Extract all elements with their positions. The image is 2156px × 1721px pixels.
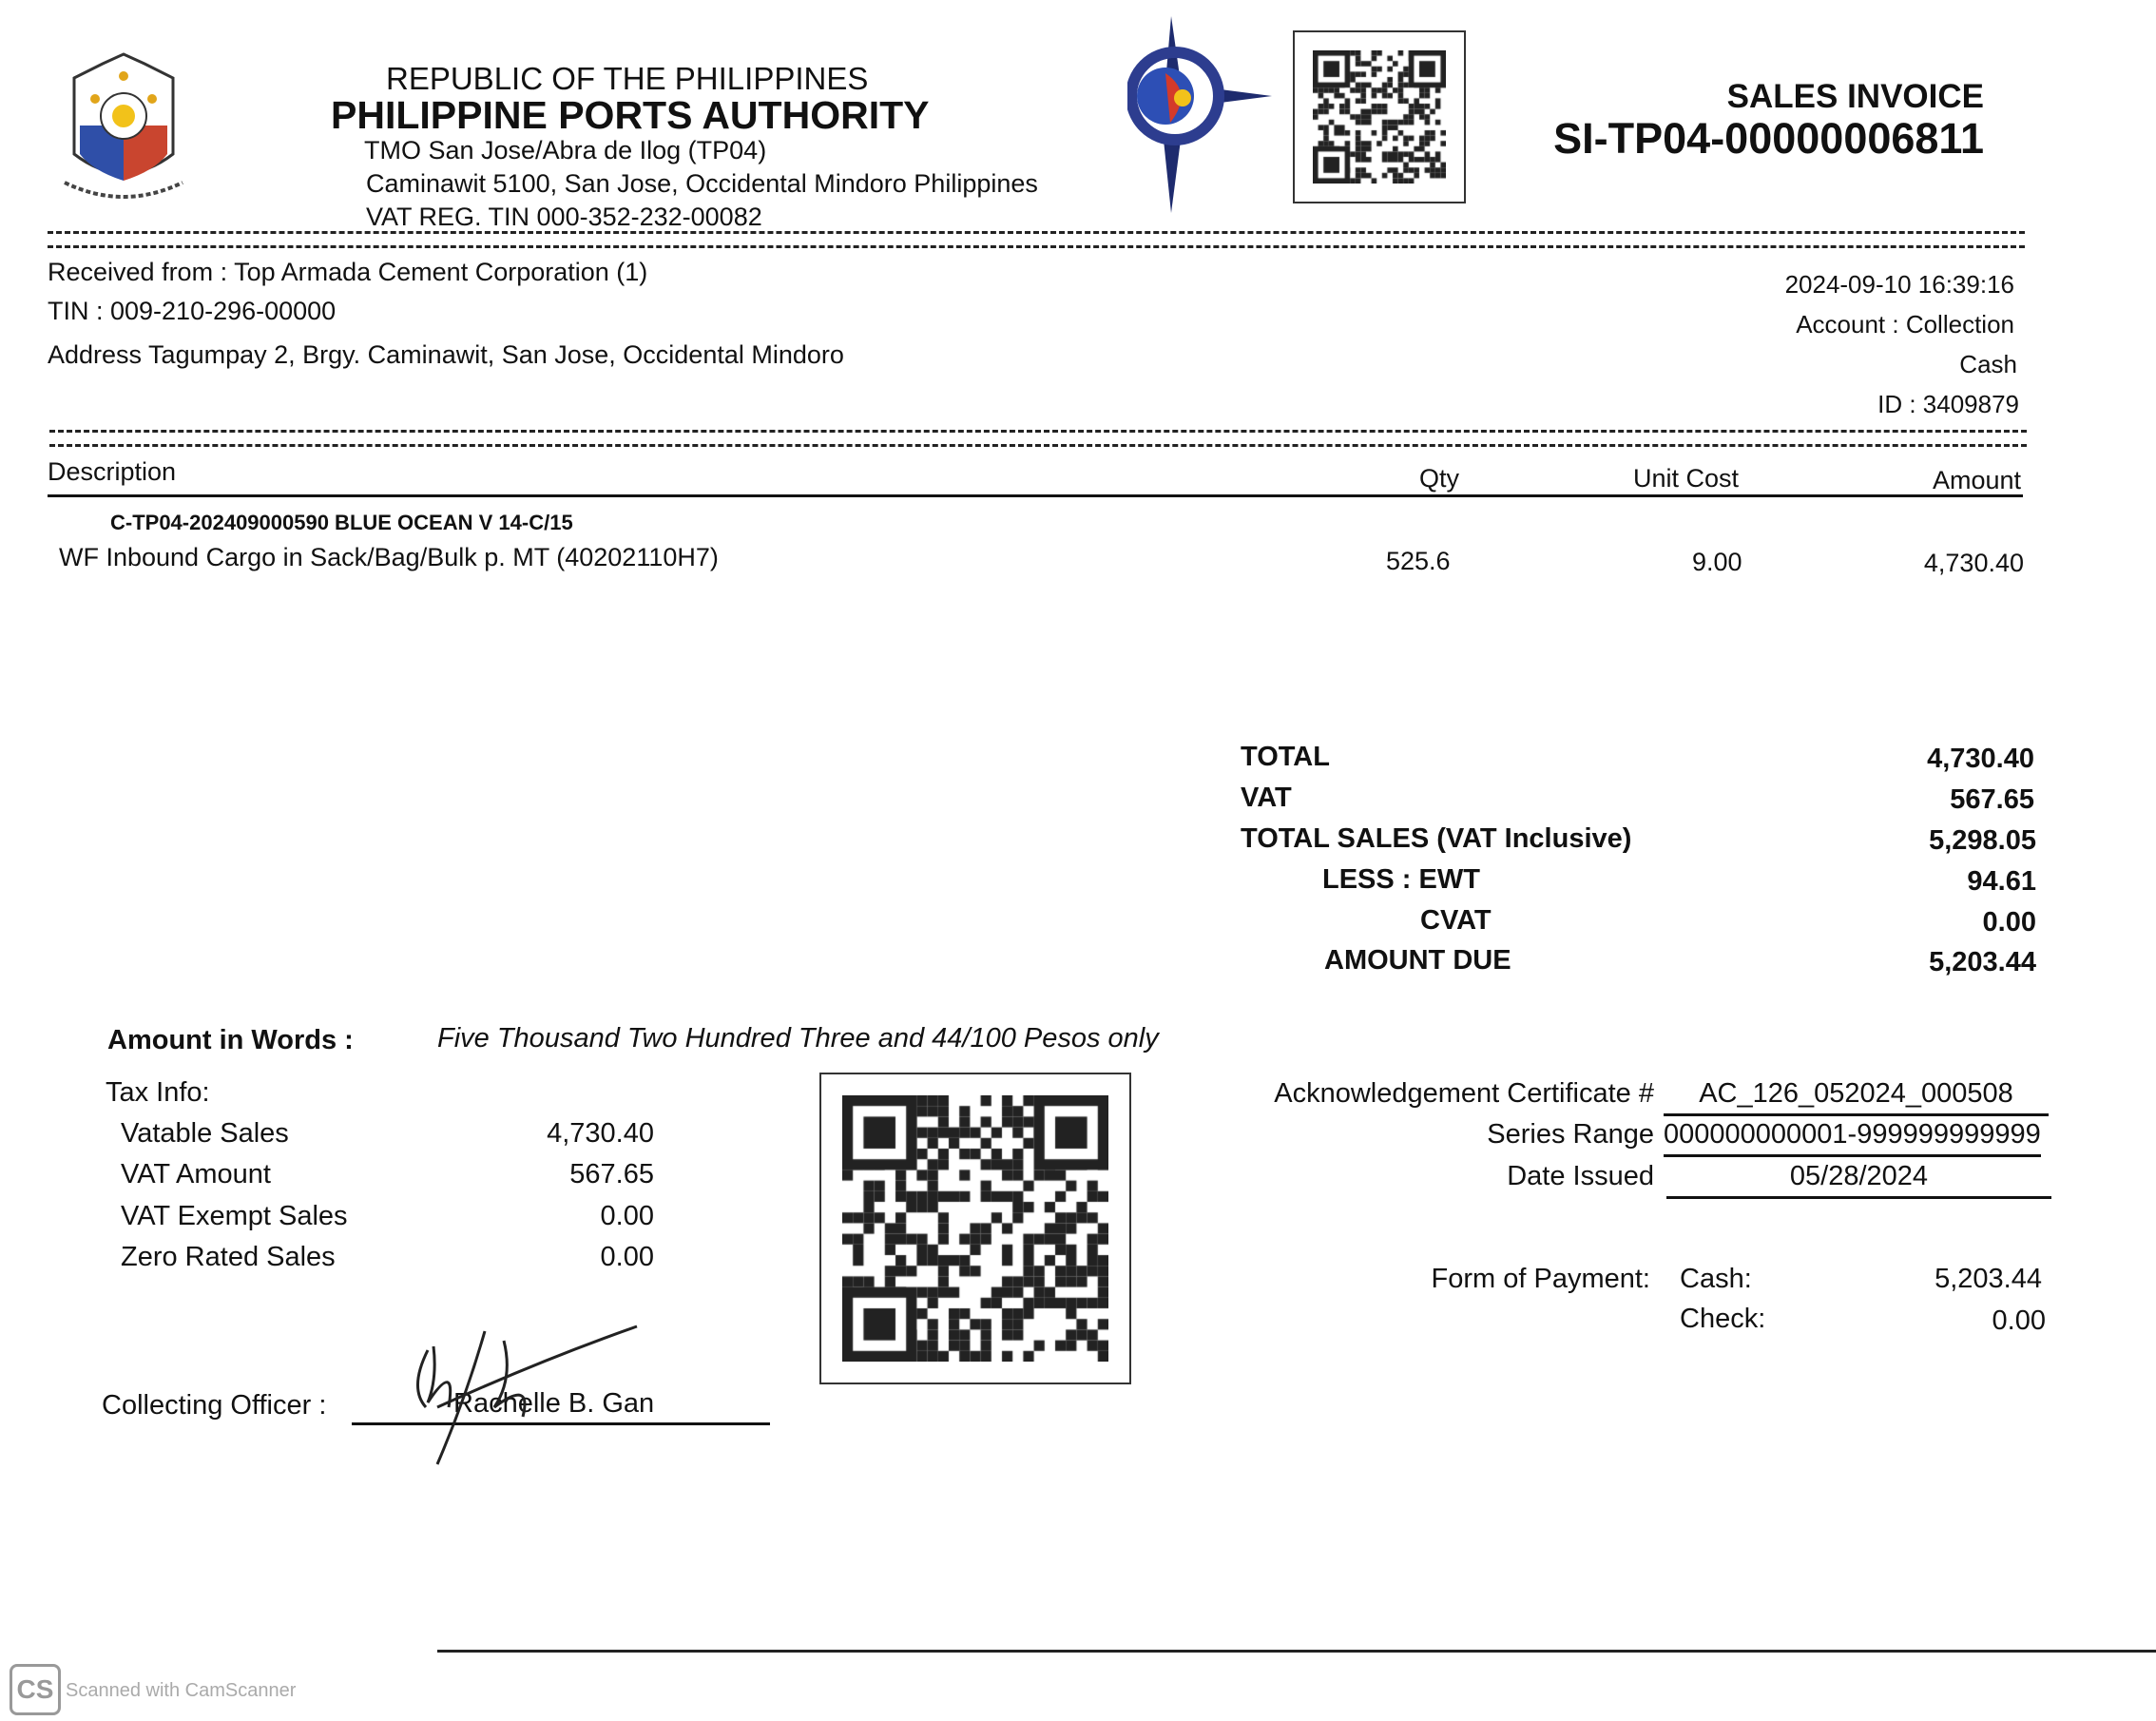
col-description: Description bbox=[48, 457, 177, 486]
total-label: TOTAL bbox=[1241, 742, 1330, 772]
col-qty: Qty bbox=[1419, 464, 1460, 493]
account-type: Account : Collection bbox=[1796, 310, 2014, 338]
check-value: 0.00 bbox=[1992, 1305, 2046, 1336]
cvat-label: CVAT bbox=[1420, 905, 1492, 936]
divider-middle bbox=[49, 430, 2027, 447]
tax-info-title: Tax Info: bbox=[106, 1077, 210, 1108]
ewt-value: 94.61 bbox=[1967, 866, 2036, 897]
tax-label: VAT Amount bbox=[121, 1159, 271, 1189]
item-description: WF Inbound Cargo in Sack/Bag/Bulk p. MT (40202110H7) bbox=[59, 543, 719, 571]
amount-due-label: AMOUNT DUE bbox=[1324, 945, 1511, 976]
vat-label: VAT bbox=[1241, 783, 1292, 813]
collecting-officer-label: Collecting Officer : bbox=[102, 1390, 327, 1421]
ack-cert-value: AC_126_052024_000508 bbox=[1664, 1078, 2049, 1116]
agency-name: PHILIPPINE PORTS AUTHORITY bbox=[331, 93, 930, 137]
amount-in-words: Five Thousand Two Hundred Three and 44/100 Pesos only bbox=[437, 1023, 1159, 1054]
cash-label: Cash: bbox=[1680, 1264, 1752, 1294]
col-amount: Amount bbox=[1932, 466, 2021, 494]
col-unit-cost: Unit Cost bbox=[1633, 464, 1740, 493]
invoice-qr-code bbox=[819, 1073, 1131, 1384]
republic-heading: REPUBLIC OF THE PHILIPPINES bbox=[386, 61, 869, 96]
customer-address: Address Tagumpay 2, Brgy. Caminawit, San Jose, Occidental Mindoro bbox=[48, 340, 844, 369]
philippine-seal-logo bbox=[46, 49, 202, 203]
tax-value: 0.00 bbox=[600, 1242, 654, 1272]
document-type: SALES INVOICE bbox=[1726, 78, 1984, 115]
payment-type: Cash bbox=[1959, 350, 2017, 378]
ppa-compass-logo bbox=[1127, 16, 1272, 213]
check-label: Check: bbox=[1680, 1304, 1766, 1334]
total-sales-value: 5,298.05 bbox=[1929, 825, 2036, 856]
collecting-officer-name: Rachelle B. Gan bbox=[453, 1388, 655, 1419]
form-of-payment-label: Form of Payment: bbox=[1431, 1264, 1650, 1294]
invoice-datetime: 2024-09-10 16:39:16 bbox=[1784, 270, 2014, 299]
page-bottom-edge bbox=[437, 1650, 2156, 1653]
ewt-label: LESS : EWT bbox=[1322, 864, 1480, 895]
amount-in-words-label: Amount in Words : bbox=[107, 1025, 354, 1055]
total-value: 4,730.40 bbox=[1927, 744, 2034, 774]
divider-top bbox=[48, 231, 2025, 248]
date-issued-label: Date Issued bbox=[1507, 1161, 1654, 1191]
series-range-label: Series Range bbox=[1487, 1119, 1654, 1150]
invoice-number: SI-TP04-00000006811 bbox=[1553, 114, 1984, 163]
header-qr-code bbox=[1293, 30, 1466, 203]
item-unit-cost: 9.00 bbox=[1692, 548, 1742, 576]
camscanner-logo: CS bbox=[10, 1664, 61, 1715]
tax-value: 0.00 bbox=[600, 1201, 654, 1231]
tax-value: 567.65 bbox=[569, 1159, 654, 1189]
item-code: C-TP04-202409000590 BLUE OCEAN V 14-C/15 bbox=[110, 511, 573, 534]
series-range-value: 000000000001-999999999999 bbox=[1664, 1119, 2041, 1157]
tax-label: VAT Exempt Sales bbox=[121, 1201, 348, 1231]
signature bbox=[399, 1322, 646, 1474]
office-address: Caminawit 5100, San Jose, Occidental Mindoro Philippines bbox=[366, 169, 1038, 198]
received-from: Received from : Top Armada Cement Corporation (1) bbox=[48, 258, 648, 286]
date-issued-value: 05/28/2024 bbox=[1666, 1161, 2051, 1199]
ack-cert-label: Acknowledgement Certificate # bbox=[1274, 1078, 1654, 1109]
item-amount: 4,730.40 bbox=[1923, 549, 2024, 577]
office-name: TMO San Jose/Abra de Ilog (TP04) bbox=[364, 136, 767, 164]
amount-due-value: 5,203.44 bbox=[1929, 947, 2036, 977]
camscanner-watermark: Scanned with CamScanner bbox=[66, 1680, 297, 1701]
total-sales-label: TOTAL SALES (VAT Inclusive) bbox=[1241, 823, 1632, 854]
vat-value: 567.65 bbox=[1950, 784, 2034, 815]
tax-label: Vatable Sales bbox=[121, 1118, 289, 1149]
cvat-value: 0.00 bbox=[1982, 907, 2036, 938]
table-header-rule bbox=[48, 494, 2023, 497]
customer-tin: TIN : 009-210-296-00000 bbox=[48, 297, 337, 325]
cash-value: 5,203.44 bbox=[1935, 1264, 2042, 1294]
item-qty: 525.6 bbox=[1386, 547, 1451, 575]
tax-label: Zero Rated Sales bbox=[121, 1242, 336, 1272]
tax-value: 4,730.40 bbox=[547, 1118, 654, 1149]
vat-tin: VAT REG. TIN 000-352-232-00082 bbox=[366, 203, 762, 231]
transaction-id: ID : 3409879 bbox=[1877, 390, 2019, 418]
